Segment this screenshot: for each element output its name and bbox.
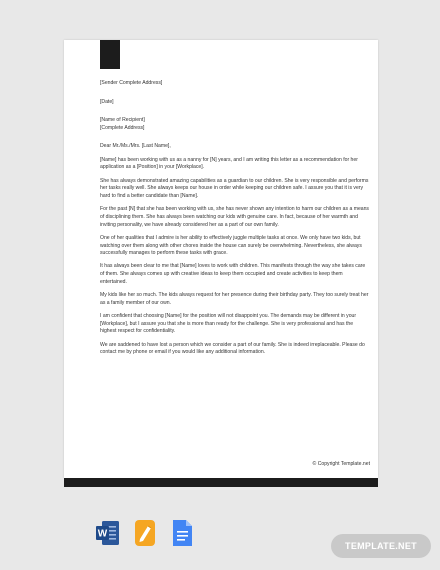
paragraph: She has always demonstrated amazing capabilities as a guardian to our children. She is very responsible and performs her tasks really well. She always keeps our house in order while keeping our children safe. I assure you that it is very hard to find a better candidate than [Name]. bbox=[100, 177, 369, 199]
paragraph: It has always been clear to me that [Name] loves to work with children. This manifests through the way she takes care of them. She always comes up with creative ideas to keep them occupied and create activities to keep them entertained. bbox=[100, 263, 366, 285]
paragraph: [Name] has been working with us as a nanny for [N] years, and I am writing this letter as a recommendation for her application as a [Position] in your [Workplace]. bbox=[100, 156, 358, 171]
format-icons bbox=[96, 518, 194, 548]
page-bottom-bar bbox=[64, 478, 378, 487]
word-icon[interactable] bbox=[96, 518, 120, 548]
template-net-badge[interactable]: TEMPLATE.NET bbox=[331, 534, 431, 558]
date: [Date] bbox=[100, 98, 114, 105]
paragraph: For the past [N] that she has been working with us, she has never shown any intention to harm our children as a means of disciplining them. She has always been watching our kids with genuine care. In fact, because of her warmth and inviting personality, we have already considered her as a part of our own family. bbox=[100, 206, 369, 228]
salutation: Dear Mr./Ms./Mrs. [Last Name], bbox=[100, 143, 171, 150]
recipient-name: [Name of Recipient] bbox=[100, 117, 145, 124]
paragraph: One of her qualities that I admire is her ability to effectively juggle multiple tasks at once. We only have two kids, but watching over them along with other chores inside the house can surely be overwhelming. Nevertheless, she always successfully manages to perform these tasks with grace. bbox=[100, 234, 362, 257]
paragraph: I am confident that choosing [Name] for the position will not disappoint you. The demands may be different in your [Workplace], but I assure you that she is more than ready for the challenge. She is very professional and has the highest respect for confidentiality. bbox=[100, 313, 357, 335]
recipient-address: [Complete Address] bbox=[100, 124, 145, 131]
word-icon-letter: W bbox=[97, 528, 108, 540]
paragraph: We are saddened to have lost a person which we consider a part of our family. She is indeed irreplaceable. Please do contact me by phone or email if you would like any additional information. bbox=[100, 341, 365, 356]
letter-body bbox=[100, 80, 370, 363]
copyright: © Copyright Template.net bbox=[312, 461, 370, 467]
sender-address: [Sender Complete Address] bbox=[100, 80, 163, 86]
paragraph: My kids like her so much. The kids always request for her presence during their birthday party. They too surely treat her as a family member of our own. bbox=[100, 292, 369, 306]
pages-icon[interactable] bbox=[133, 518, 157, 548]
google-docs-icon[interactable] bbox=[170, 518, 194, 548]
header-block bbox=[100, 40, 120, 69]
